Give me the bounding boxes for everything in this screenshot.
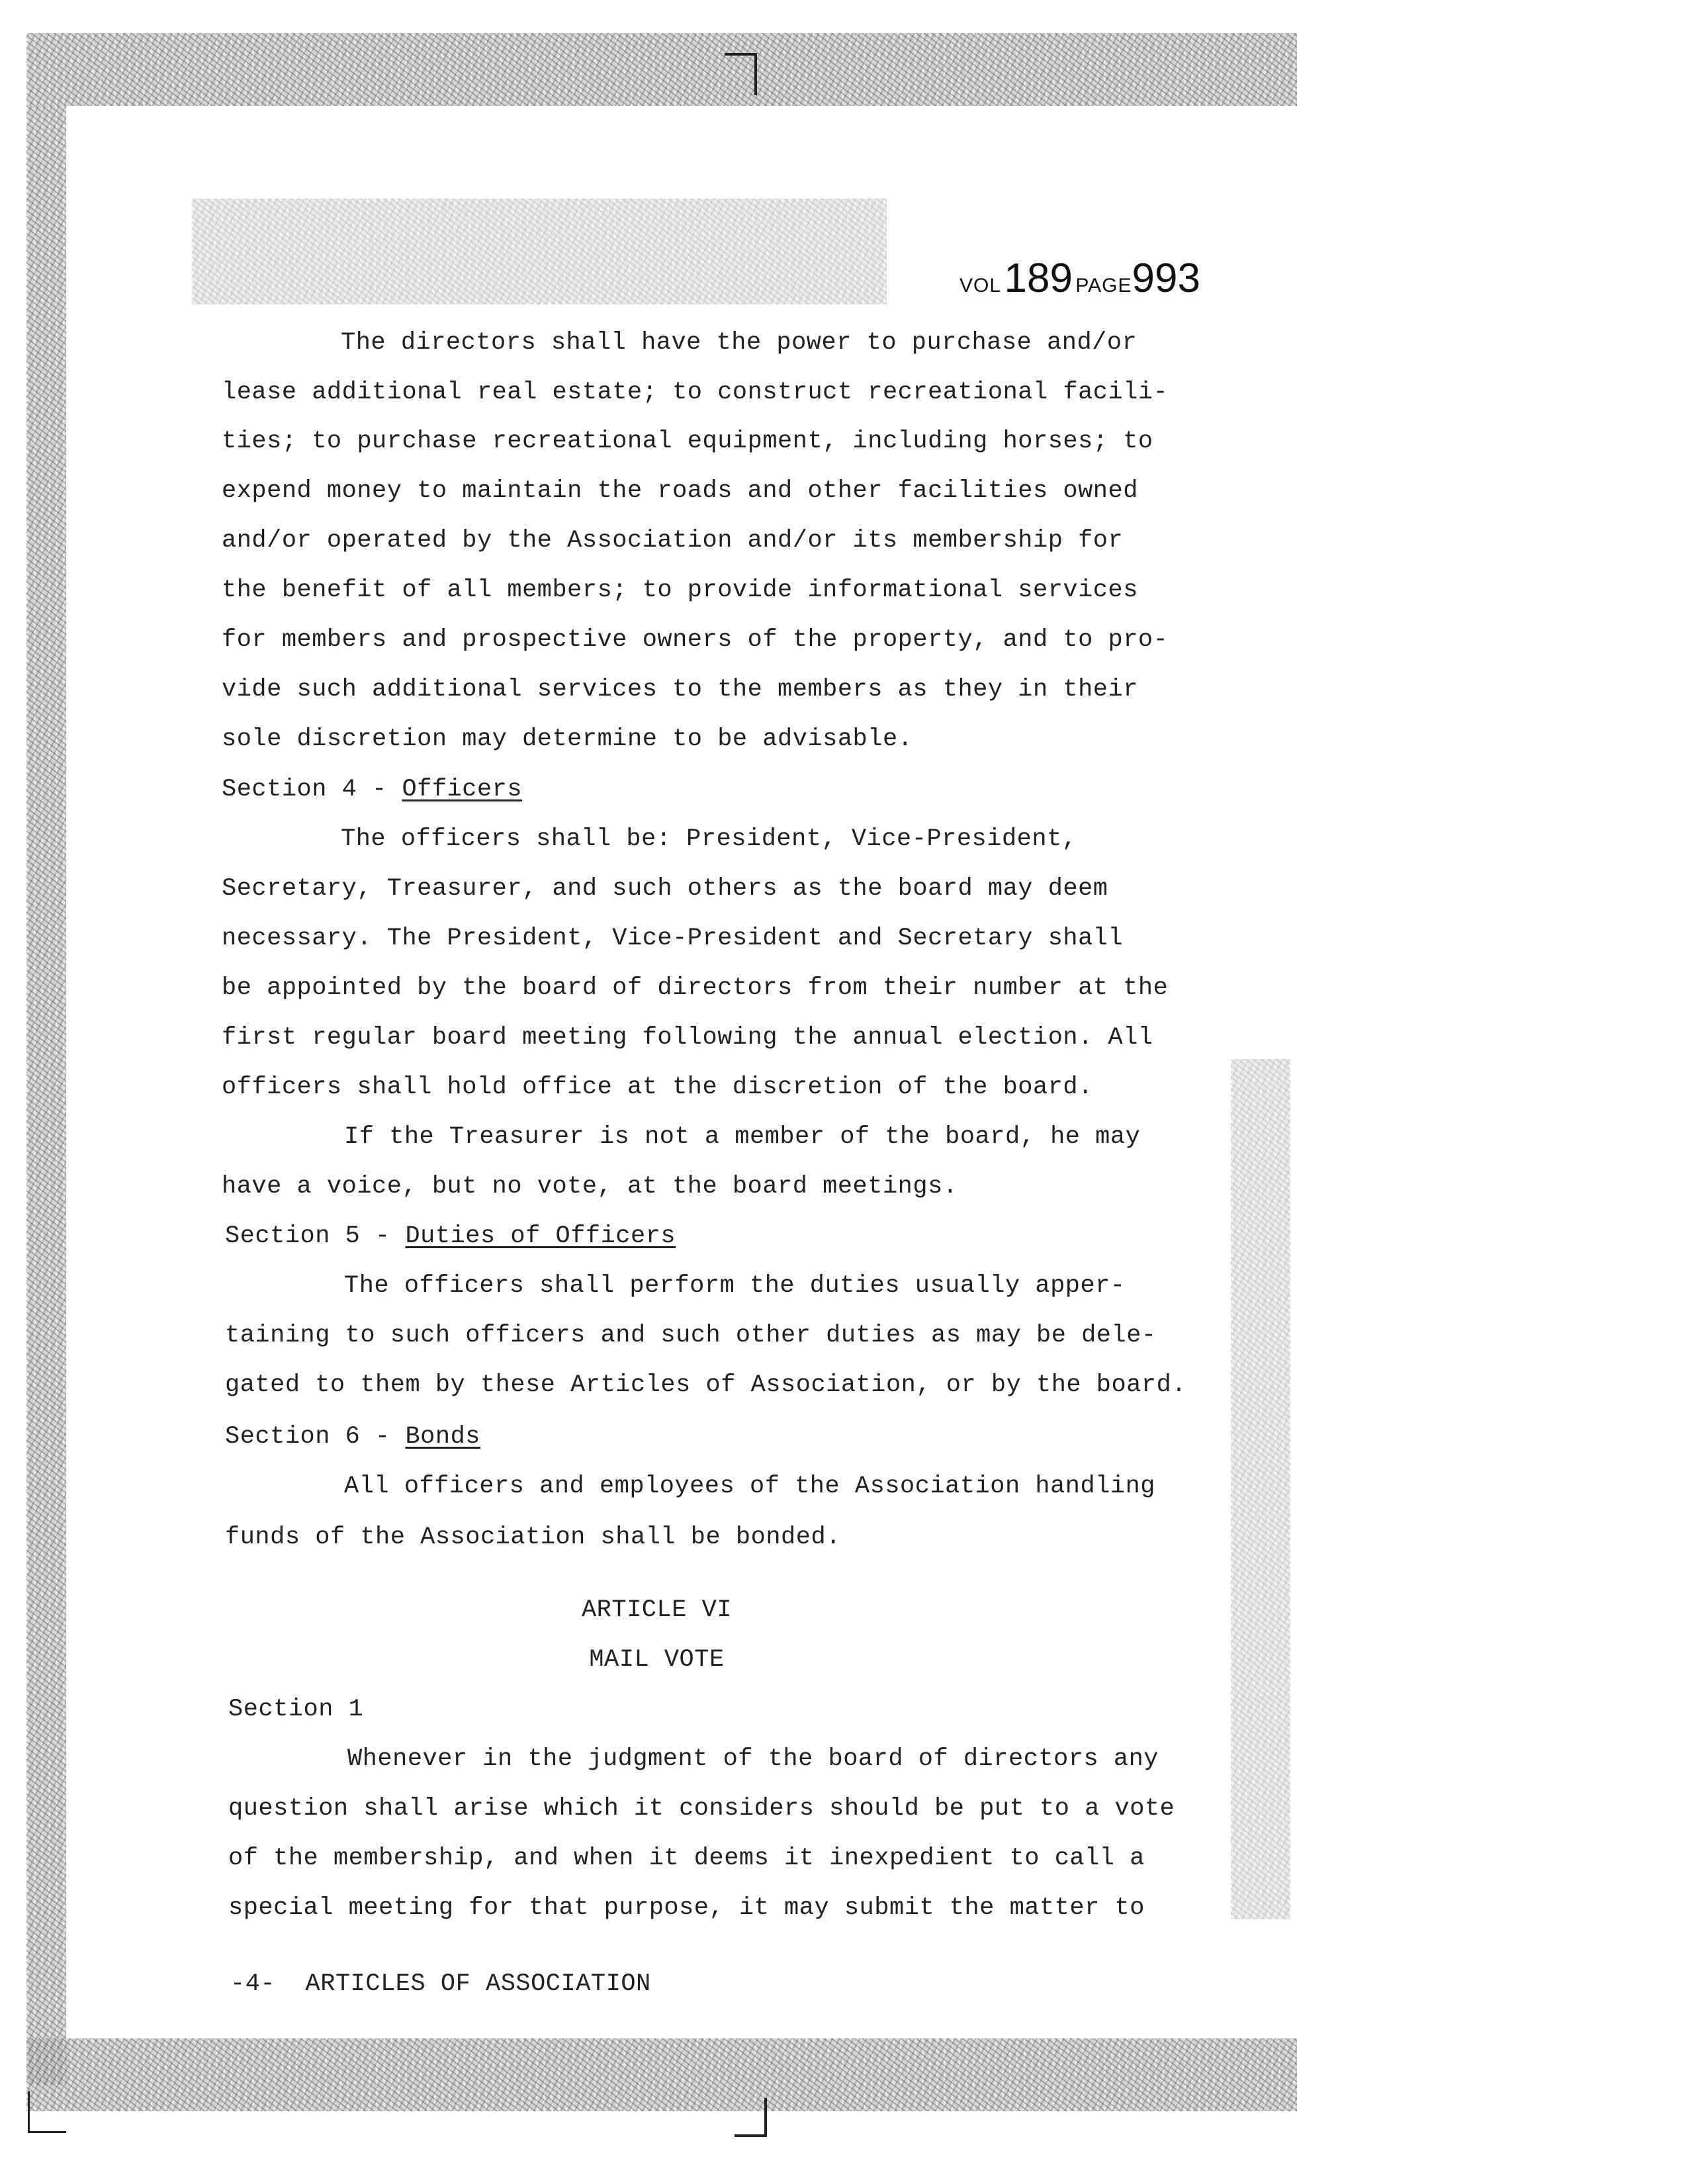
paragraph-line: lease additional real estate; to construct recreational facili-	[222, 379, 1169, 406]
recorder-stamp	[959, 255, 1200, 302]
paragraph-line: first regular board meeting following the annual election. All	[222, 1024, 1153, 1052]
paragraph-line: officers shall hold office at the discretion of the board.	[222, 1073, 1093, 1101]
section-label: Section 4 -	[222, 776, 402, 803]
paragraph-line: All officers and employees of the Association handling	[344, 1473, 1155, 1500]
paragraph-line: expend money to maintain the roads and other facilities owned	[222, 477, 1138, 505]
paragraph-line: Secretary, Treasurer, and such others as the board may deem	[222, 875, 1108, 903]
paragraph-line: for members and prospective owners of the property, and to pro-	[222, 626, 1169, 654]
paragraph-line: taining to such officers and such other duties as may be dele-	[225, 1322, 1157, 1349]
section-4-heading	[222, 778, 522, 802]
scan-noise-top	[26, 33, 1297, 106]
paragraph-line: the benefit of all members; to provide informational services	[222, 576, 1138, 604]
paragraph-line: The directors shall have the power to purchase and/or	[341, 329, 1137, 357]
paragraph-line: The officers shall be: President, Vice-President,	[341, 825, 1077, 853]
article-heading: ARTICLE VI	[581, 1596, 733, 1624]
paragraph-line: question shall arise which it considers should be put to a vote	[228, 1795, 1175, 1823]
paragraph-line: ties; to purchase recreational equipment, including horses; to	[222, 428, 1153, 455]
paragraph-line: necessary. The President, Vice-President and Secretary shall	[222, 925, 1124, 952]
page-label: PAGE	[1075, 275, 1132, 296]
section-label: Section 6 -	[225, 1423, 406, 1451]
paragraph-line: If the Treasurer is not a member of the board, he may	[344, 1123, 1141, 1151]
paragraph-line: funds of the Association shall be bonded.	[225, 1524, 841, 1551]
section-6-heading	[225, 1425, 480, 1449]
scan-noise-left	[26, 106, 66, 2085]
section-title: Bonds	[405, 1423, 480, 1451]
page-footer	[230, 1972, 651, 1997]
paragraph-line: and/or operated by the Association and/or its membership for	[222, 527, 1124, 555]
section-title: Duties of Officers	[405, 1222, 676, 1250]
paragraph-line: have a voice, but no vote, at the board meetings.	[222, 1173, 958, 1201]
vol-label: VOL	[959, 275, 1002, 296]
paragraph-line: special meeting for that purpose, it may submit the matter to	[228, 1894, 1145, 1922]
paragraph-line: sole discretion may determine to be advisable.	[222, 725, 913, 753]
scan-noise-top-inner	[192, 199, 887, 304]
section-5-heading	[225, 1224, 676, 1249]
scan-noise-right	[1231, 1059, 1290, 1919]
paragraph-line: be appointed by the board of directors from their number at the	[222, 974, 1169, 1002]
crop-mark-top	[725, 53, 757, 95]
paragraph-line: The officers shall perform the duties usually apper-	[344, 1272, 1126, 1300]
crop-mark-bottom-left	[28, 2091, 66, 2133]
section-1-heading: Section 1	[228, 1696, 364, 1723]
footer-title: ARTICLES OF ASSOCIATION	[305, 1970, 651, 1998]
footer-page-number: -4-	[230, 1970, 276, 1998]
paragraph-line: vide such additional services to the members as they in their	[222, 676, 1138, 704]
paragraph-line: of the membership, and when it deems it inexpedient to call a	[228, 1844, 1145, 1872]
page-number: 993	[1132, 255, 1200, 301]
section-title: Officers	[402, 776, 523, 803]
scan-noise-bottom	[26, 2038, 1297, 2111]
article-subheading: MAIL VOTE	[589, 1646, 725, 1674]
section-label: Section 5 -	[225, 1222, 406, 1250]
paragraph-line: gated to them by these Articles of Association, or by the board.	[225, 1371, 1187, 1399]
vol-number: 189	[1004, 255, 1073, 301]
crop-mark-bottom	[735, 2098, 767, 2137]
paragraph-line: Whenever in the judgment of the board of directors any	[347, 1745, 1159, 1773]
